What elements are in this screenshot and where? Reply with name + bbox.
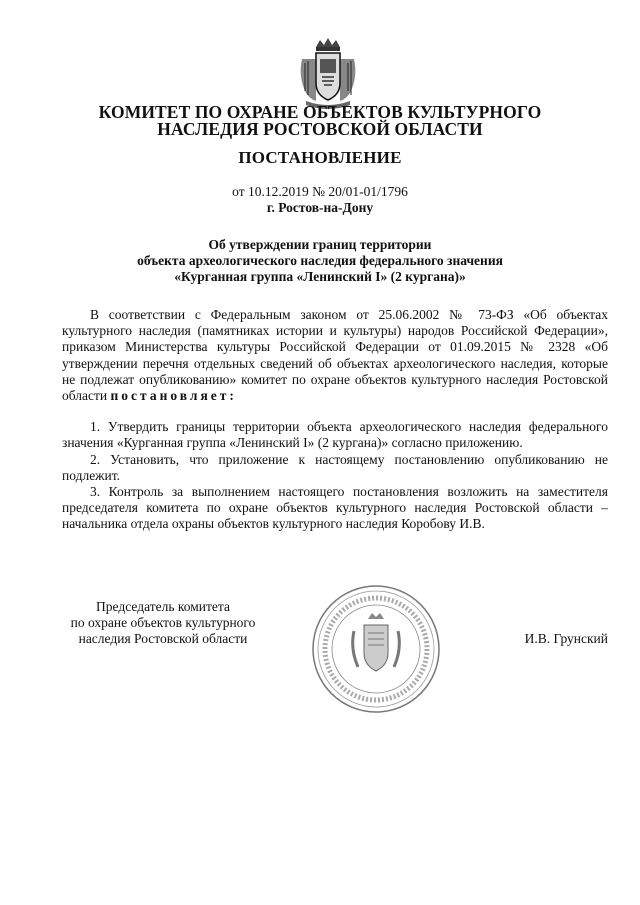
resolution-item: 3. Контроль за выполнением настоящего постановления возложить на заместителя председателя комитета по охране объектов культурного наследия Ростовской области – начальника отдела охраны объектов культурного наследия Коробову И.В.	[62, 484, 608, 532]
subject-line: Об утверждении границ территории	[208, 237, 432, 252]
document-city: г. Ростов-на-Дону	[266, 200, 374, 215]
signatory-title-line: Председатель комитета	[96, 599, 230, 614]
coat-of-arms-icon	[296, 37, 360, 109]
preamble-paragraph	[62, 307, 608, 404]
signatory-title-line: наследия Ростовской области	[78, 631, 248, 647]
official-seal-icon	[310, 583, 442, 715]
document-type: ПОСТАНОВЛЕНИЕ	[238, 148, 402, 167]
subject-line: «Курганная группа «Ленинский I» (2 кургана)»	[174, 269, 466, 284]
resolution-item: 1. Утвердить границы территории объекта археологического наследия федерального значения «Курганная группа «Ленинский I» (2 кургана)» согласно приложению.	[62, 419, 608, 451]
organization-name-line1: КОМИТЕТ ПО ОХРАНЕ ОБЪЕКТОВ КУЛЬТУРНОГО	[98, 102, 542, 122]
subject-line: объекта археологического наследия федерального значения	[137, 253, 503, 268]
signatory-title-line: по охране объектов культурного	[70, 615, 256, 631]
preamble-text: В соответствии с Федеральным законом от 25.06.2002 № 73-ФЗ «Об объектах культурного наследия (памятниках истории и культуры) народов Российской Федерации», приказом Министерства культуры Российской Федерации от 01.09.2015 № 2328 «Об утверждении перечня отдельных сведений об объектах археологического наследия, которые не подлежат опубликованию» комитет по охране объектов культурного наследия Ростовской области	[62, 307, 608, 404]
resolution-word: постановляет:	[110, 388, 237, 404]
resolution-item: 2. Установить, что приложение к настоящему постановлению опубликованию не подлежит.	[62, 451, 608, 483]
organization-name-line2: НАСЛЕДИЯ РОСТОВСКОЙ ОБЛАСТИ	[157, 119, 483, 139]
signatory-title	[58, 599, 268, 648]
document-date-number: от 10.12.2019 № 20/01-01/1796	[232, 184, 408, 199]
document-body	[62, 307, 608, 533]
signatory-name: И.В. Грунский	[524, 631, 608, 646]
